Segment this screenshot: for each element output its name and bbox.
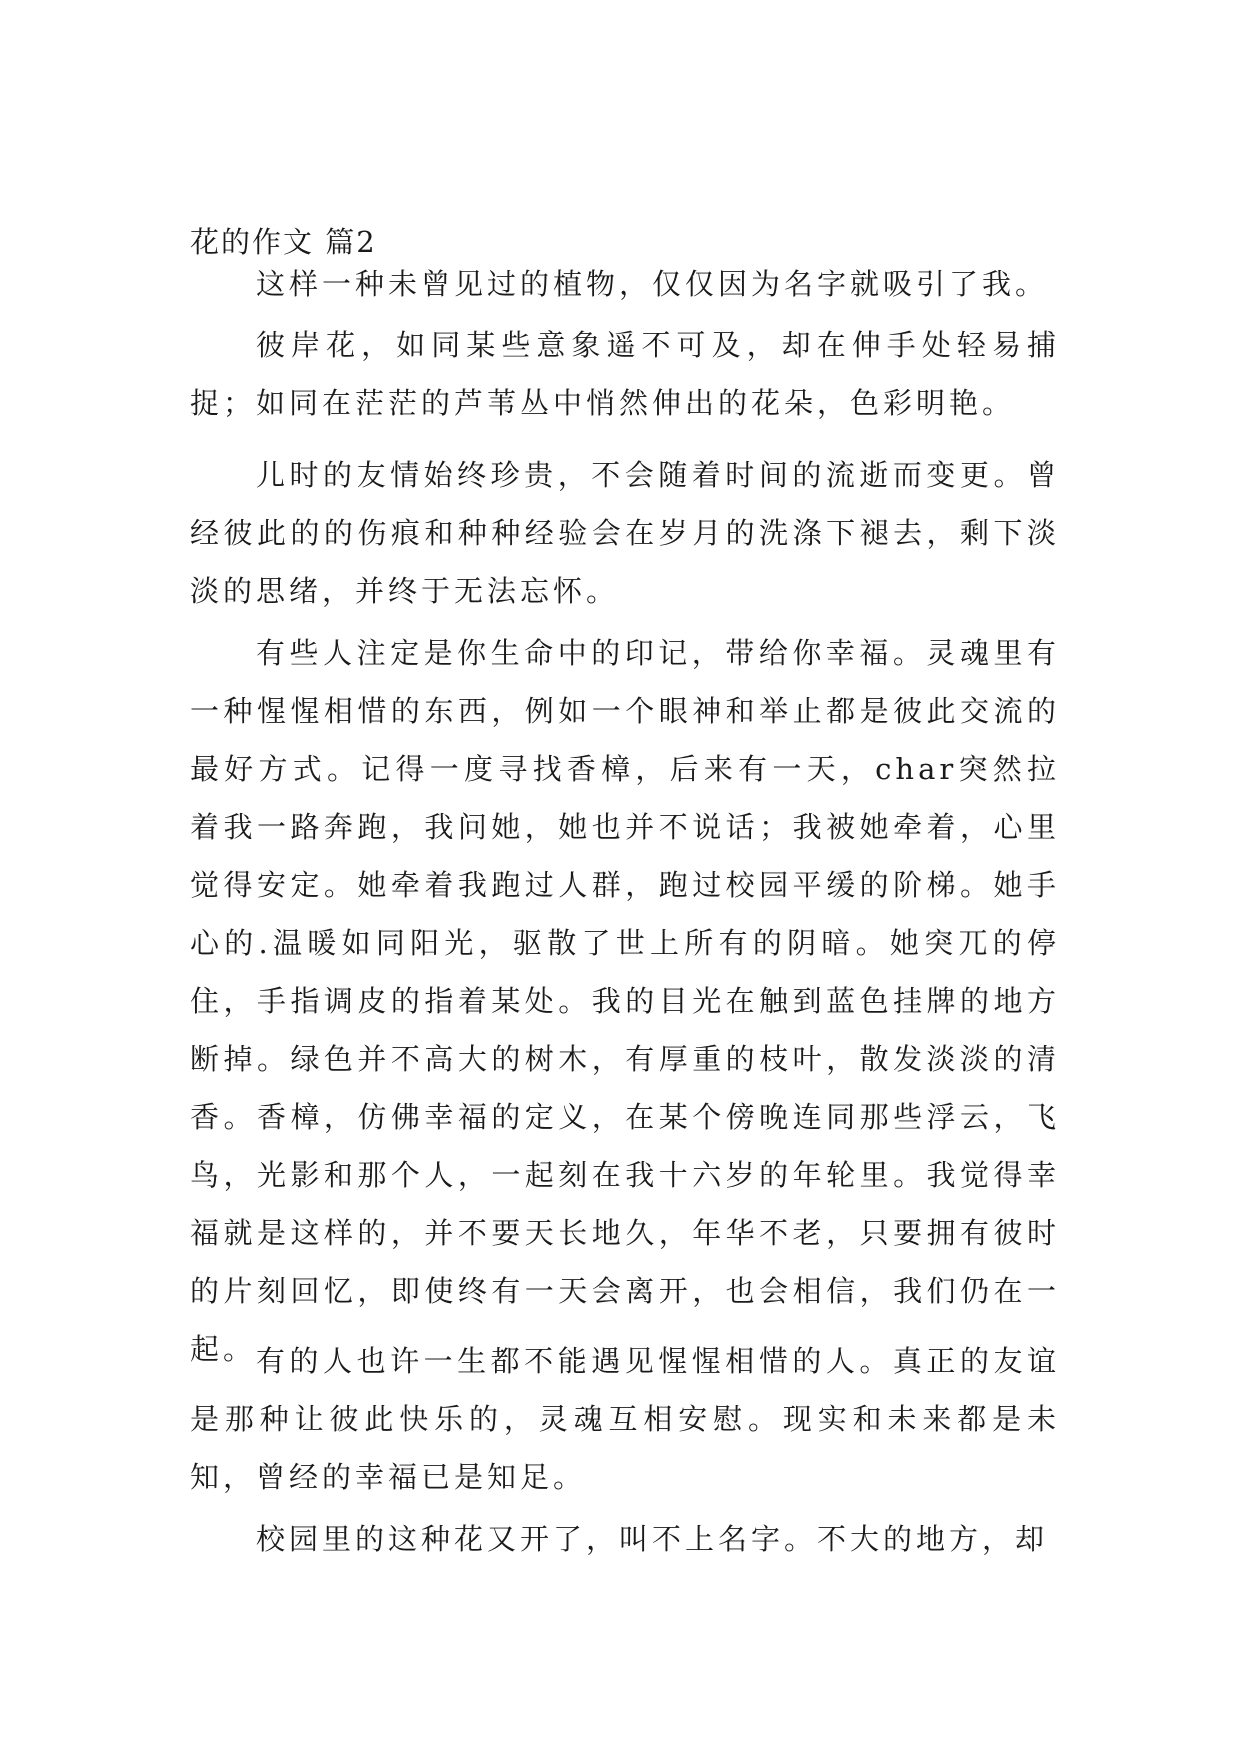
- paragraph-1: 这样一种未曾见过的植物，仅仅因为名字就吸引了我。: [256, 267, 1049, 301]
- essay-heading: 花的作文 篇2: [190, 225, 377, 259]
- paragraph-6: 校园里的这种花又开了，叫不上名字。不大的地方，却: [256, 1522, 1049, 1556]
- paragraph-5: 有的人也许一生都不能遇见惺惺相惜的人。真正的友谊是那种让彼此快乐的，灵魂互相安慰。现实和未来都是未知，曾经的幸福已是知足。: [190, 1344, 1060, 1494]
- paragraph-2: 彼岸花，如同某些意象遥不可及，却在伸手处轻易捕捉；如同在茫茫的芦苇丛中悄然伸出的花朵，色彩明艳。: [190, 328, 1060, 420]
- paragraph-3: 儿时的友情始终珍贵，不会随着时间的流逝而变更。曾经彼此的的伤痕和种种经验会在岁月的洗涤下褪去，剩下淡淡的思绪，并终于无法忘怀。: [190, 458, 1060, 608]
- paragraph-4: 有些人注定是你生命中的印记，带给你幸福。灵魂里有一种惺惺相惜的东西，例如一个眼神和举止都是彼此交流的最好方式。记得一度寻找香樟，后来有一天，char突然拉着我一路奔跑，我问她，她也并不说话；我被她牵着，心里觉得安定。她牵着我跑过人群，跑过校园平缓的阶梯。她手心的.温暖如同阳光，驱散了世上所有的阴暗。她突兀的停住，手指调皮的指着某处。我的目光在触到蓝色挂牌的地方断掉。绿色并不高大的树木，有厚重的枝叶，散发淡淡的清香。香樟，仿佛幸福的定义，在某个傍晚连同那些浮云，飞鸟，光影和那个人，一起刻在我十六岁的年轮里。我觉得幸福就是这样的，并不要天长地久，年华不老，只要拥有彼时的片刻回忆，即使终有一天会离开，也会相信，我们仍在一起。: [190, 636, 1060, 1366]
